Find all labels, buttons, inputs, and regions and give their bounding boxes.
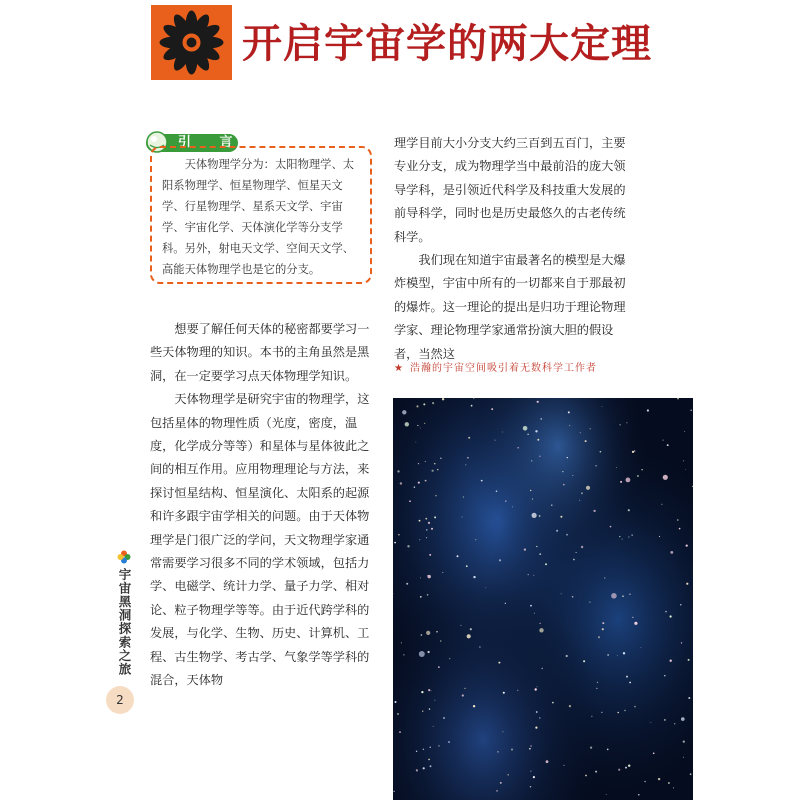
page-title: 开启宇宙学的两大定理	[242, 20, 652, 67]
paragraph: 我们现在知道宇宙最著名的模型是大爆炸模型，宇宙中所有的一切都来自于那最初的爆炸。这一理论的提出是归功于理论物理学家、理论物理学家通常扮演大胆的假设者，当然这	[394, 253, 626, 361]
series-sidebar	[112, 550, 136, 676]
right-column	[394, 132, 634, 366]
series-title: 宇宙黑洞探索之旅	[117, 568, 132, 676]
page-number: 2	[106, 686, 134, 714]
intro-box: 天体物理学分为：太阳物理学、太阳系物理学、恒星物理学、恒星天文学、行星物理学、星系天文学、宇宙学、宇宙化学、天体演化学等分支学科。另外，射电天文学、空间天文学、高能天体物理学也是它的分支。	[150, 146, 372, 284]
starfield-image	[393, 398, 693, 800]
orange-flower-emblem-icon	[151, 5, 232, 80]
caption-text: 浩瀚的宇宙空间吸引着无数科学工作者	[409, 363, 597, 374]
paragraph: 天体物理学是研究宇宙的物理学，这包括星体的物理性质（光度，密度，温度，化学成分等等）和星体与星体彼此之间的相互作用。应用物理理论与方法，来探讨恒星结构、恒星演化、太阳系的起源和许多跟宇宙学相关的问题。由于天体物理学是门很广泛的学问，天文物理学家通常需要学习很多不同的学术领域，包括力学、电磁学、统计力学、量子力学、相对论、粒子物理学等等。由于近代跨学科的发展，与化学、生物、历史、计算机、工程、古生物学、考古学、气象学等学科的混合，天体物	[150, 392, 370, 688]
color-flower-icon	[117, 550, 131, 564]
star-icon: ★	[394, 363, 404, 374]
image-caption	[394, 362, 630, 375]
paragraph: 想要了解任何天体的秘密都要学习一些天体物理的知识。本书的主角虽然是黑洞，在一定要学习点天体物理学知识。	[150, 322, 370, 383]
starfield-nebula-photo	[393, 398, 693, 800]
chapter-emblem	[151, 5, 232, 80]
intro-tab-label: 引 言	[178, 135, 245, 150]
left-column	[150, 318, 378, 693]
paragraph: 理学目前大小分支大约三百到五百门，主要专业分支，成为物理学当中最前沿的庞大领导学科，是引领近代科学及科技重大发展的前导科学，同时也是历史最悠久的古老传统科学。	[394, 136, 626, 244]
